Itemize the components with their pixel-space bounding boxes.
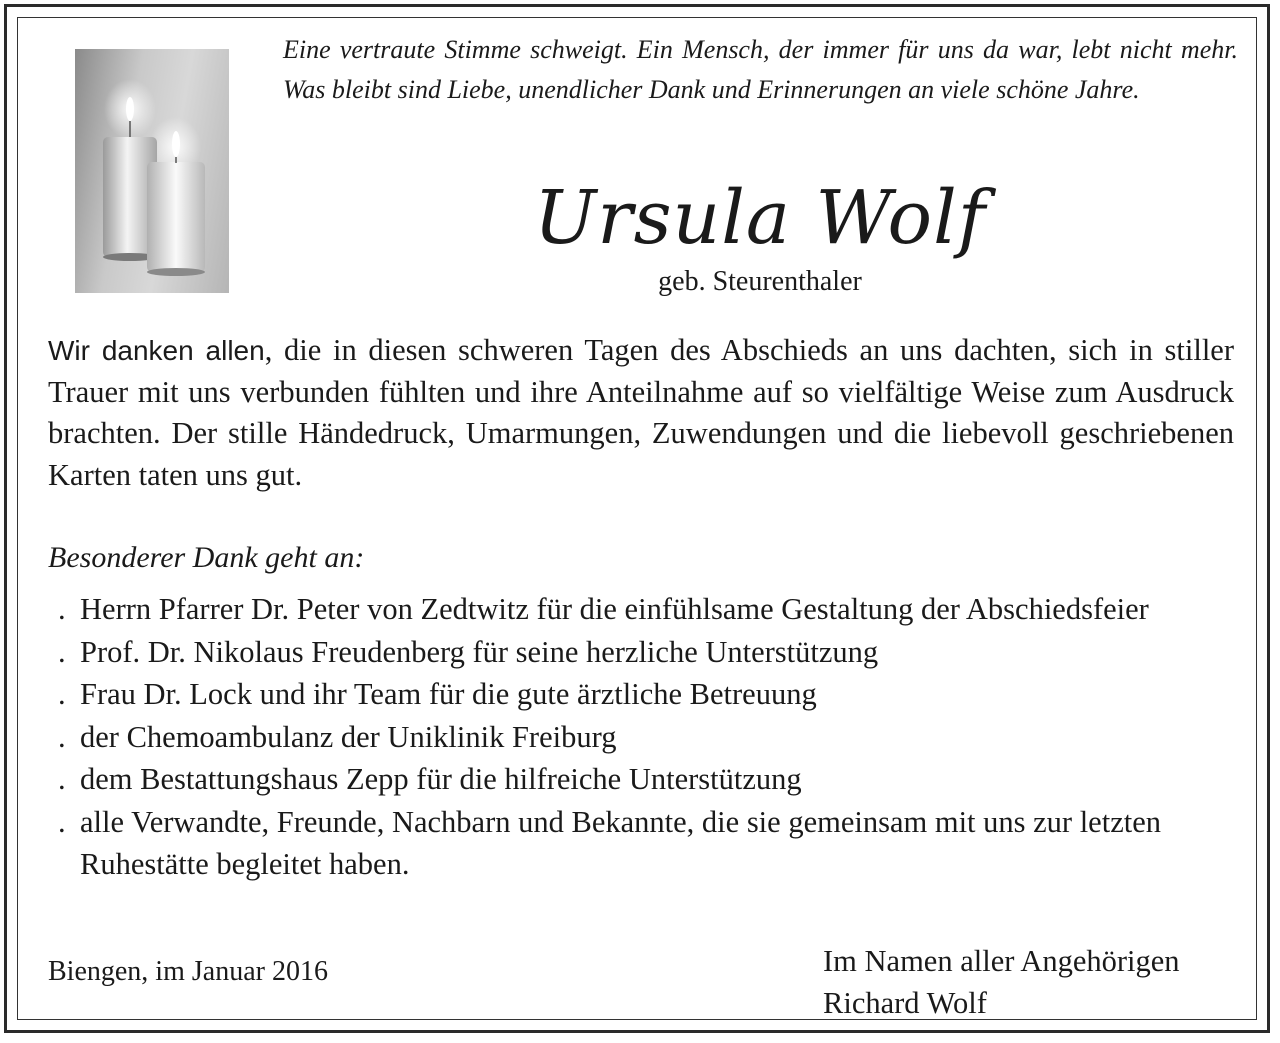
list-item	[58, 673, 1208, 716]
deceased-name: Ursula Wolf	[533, 175, 987, 261]
list-item-text: dem Bestattungshaus Zepp für die hilfreiche Unterstützung	[80, 762, 802, 796]
thanks-paragraph	[48, 330, 1234, 496]
list-item	[58, 631, 1208, 674]
candles-photo-icon	[75, 49, 229, 293]
bullet: .	[58, 804, 66, 839]
bullet: .	[58, 762, 66, 796]
signature-line-2: Richard Wolf	[823, 986, 987, 1020]
list-item-text: Herrn Pfarrer Dr. Peter von Zedtwitz für die einfühlsame Gestaltung der Abschiedsfeier	[80, 592, 1149, 626]
list-item	[58, 758, 1208, 801]
bullet: .	[58, 719, 66, 754]
bullet: .	[58, 634, 66, 669]
list-item-text: Prof. Dr. Nikolaus Freudenberg für seine herzliche Unterstützung	[80, 634, 879, 669]
bullet: .	[58, 677, 66, 711]
thanks-text: , die in diesen schweren Tagen des Abschieds an uns dachten, sich in stiller Trauer mit uns verbunden fühlten und ihre Anteilnahme auf so vielfältige Weise zum Ausdruck brachten. Der stille Händedruck, Umarmungen, Zuwendungen und die liebevoll geschriebenen Karten taten uns gut.	[48, 333, 1234, 492]
list-item-text: alle Verwandte, Freunde, Nachbarn und Bekannte, die sie gemeinsam mit uns zur letzten Ruhestätte begleitet haben.	[80, 804, 1161, 881]
special-thanks-heading: Besonderer Dank geht an:	[48, 541, 365, 574]
list-item-text: Frau Dr. Lock und ihr Team für die gute ärztliche Betreuung	[80, 677, 817, 711]
birth-name: geb. Steurenthaler	[658, 266, 862, 297]
list-item	[58, 801, 1208, 886]
list-item	[58, 716, 1208, 759]
special-thanks-list	[58, 588, 1208, 886]
thanks-lead: Wir danken allen	[48, 335, 265, 366]
bullet: .	[58, 592, 66, 626]
signature-block	[823, 940, 1180, 1024]
list-item-text: der Chemoambulanz der Uniklinik Freiburg	[80, 719, 617, 754]
place-date: Biengen, im Januar 2016	[48, 956, 328, 987]
memorial-quote: Eine vertraute Stimme schweigt. Ein Mensch, der immer für uns da war, lebt nicht mehr. Was bleibt sind Liebe, unendlicher Dank und Erinnerungen an viele schöne Jahre.	[283, 35, 1238, 104]
list-item	[58, 588, 1208, 631]
signature-line-1: Im Namen aller Angehörigen	[823, 944, 1180, 978]
